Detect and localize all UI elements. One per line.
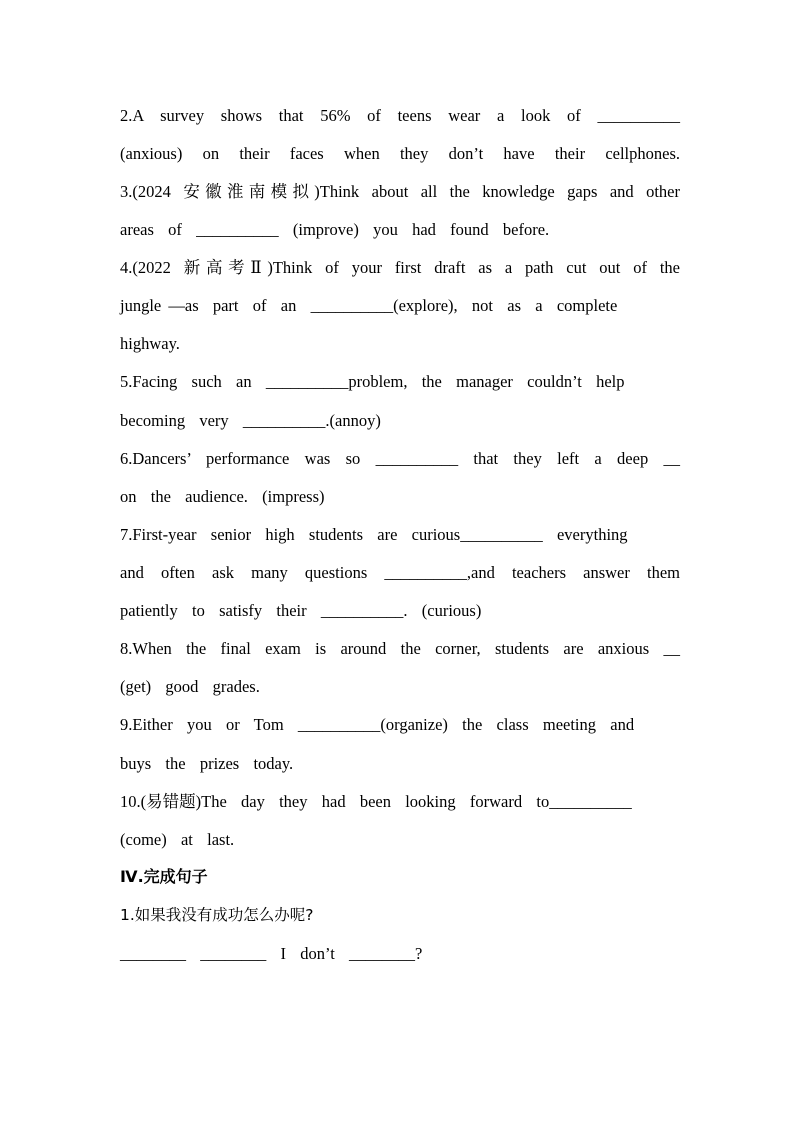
exercise-4-line-2: jungle —as part of an __________(explore), not as a complete [120,296,618,315]
sentence-prompt: 1.如果我没有成功怎么办呢? [120,906,314,924]
exercise-2-line-1: 2.A survey shows that 56% of teens wear a look of __________ [120,106,680,125]
exercise-3-line-1: 3.(2024 安徽淮南模拟)Think about all the knowledge gaps and other [120,182,680,201]
exercise-9-line-1: 9.Either you or Tom __________(organize) the class meeting and [120,715,635,734]
exercise-8-line-1: 8.When the final exam is around the corner, students are anxious __ [120,639,680,658]
exercise-10-line-1: 10.(易错题)The day they had been looking forward to__________ [120,792,632,811]
exercise-4-line-1: 4.(2022 新高考Ⅱ)Think of your first draft as a path cut out of the [120,258,680,277]
exercise-4-line-3: highway. [120,334,180,353]
exercise-7-line-1: 7.First-year senior high students are curious__________ everything [120,525,628,544]
section-heading: Ⅳ.完成句子 [120,867,208,886]
exercise-5-line-2: becoming very __________.(annoy) [120,411,381,430]
exercise-5-line-1: 5.Facing such an __________problem, the manager couldn’t help [120,372,625,391]
exercise-8-line-2: (get) good grades. [120,677,260,696]
exercise-7-line-3: patiently to satisfy their __________. (curious) [120,601,482,620]
sentence-answer-line: ________ ________ I don’t ________? [120,944,423,963]
exercise-6-line-1: 6.Dancers’ performance was so __________ that they left a deep __ [120,449,680,468]
exercise-6-line-2: on the audience. (impress) [120,487,325,506]
exercise-9-line-2: buys the prizes today. [120,754,294,773]
exercise-10-line-2: (come) at last. [120,830,235,849]
exercise-2-line-2: (anxious) on their faces when they don’t have their cellphones. [120,144,680,163]
exercise-7-line-2: and often ask many questions __________,and teachers answer them [120,563,680,582]
exercise-3-line-2: areas of __________ (improve) you had found before. [120,220,550,239]
